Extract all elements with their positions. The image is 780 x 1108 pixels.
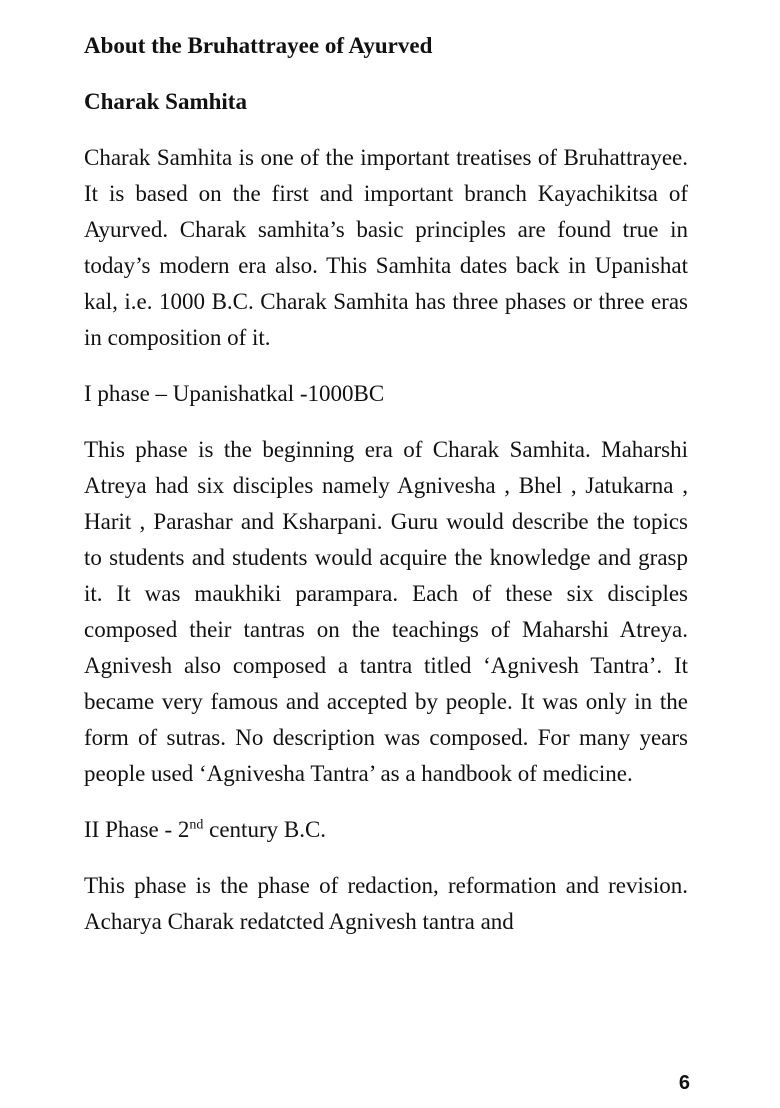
page-number: 6 [678,1072,690,1094]
document-title: About the Bruhattrayee of Ayurved [84,33,433,58]
phase-2-heading-prefix: II Phase - 2 [84,817,190,842]
document-page [84,28,688,940]
phase-2-heading-sup: nd [189,817,204,833]
phase-2-paragraph: This phase is the phase of redaction, reformation and revision. Acharya Charak redatcted Agnivesh tantra and [84,873,688,934]
phase-2-heading [84,812,688,848]
intro-paragraph: Charak Samhita is one of the important treatises of Bruhattrayee. It is based on the first and important branch Kayachikitsa of Ayurved. Charak samhita’s basic principles are found true in today’s modern era also. This Samhita dates back in Upanishat kal, i.e. 1000 B.C. Charak Samhita has three phases or three eras in composition of it. [84,145,688,350]
phase-1-heading: I phase – Upanishatkal -1000BC [84,381,385,406]
phase-2-heading-suffix: century B.C. [203,817,327,842]
phase-1-paragraph: This phase is the beginning era of Charak Samhita. Maharshi Atreya had six disciples namely Agnivesha , Bhel , Jatukarna , Harit , Parashar and Ksharpani. Guru would describe the topics to students and students would acquire the knowledge and grasp it. It was maukhiki parampara. Each of these six disciples composed their tantras on the teachings of Maharshi Atreya. Agnivesh also composed a tantra titled ‘Agnivesh Tantra’. It became very famous and accepted by people. It was only in the form of sutras. No description was composed. For many years people used ‘Agnivesha Tantra’ as a handbook of medicine. [84,437,688,786]
section-title: Charak Samhita [84,89,247,114]
